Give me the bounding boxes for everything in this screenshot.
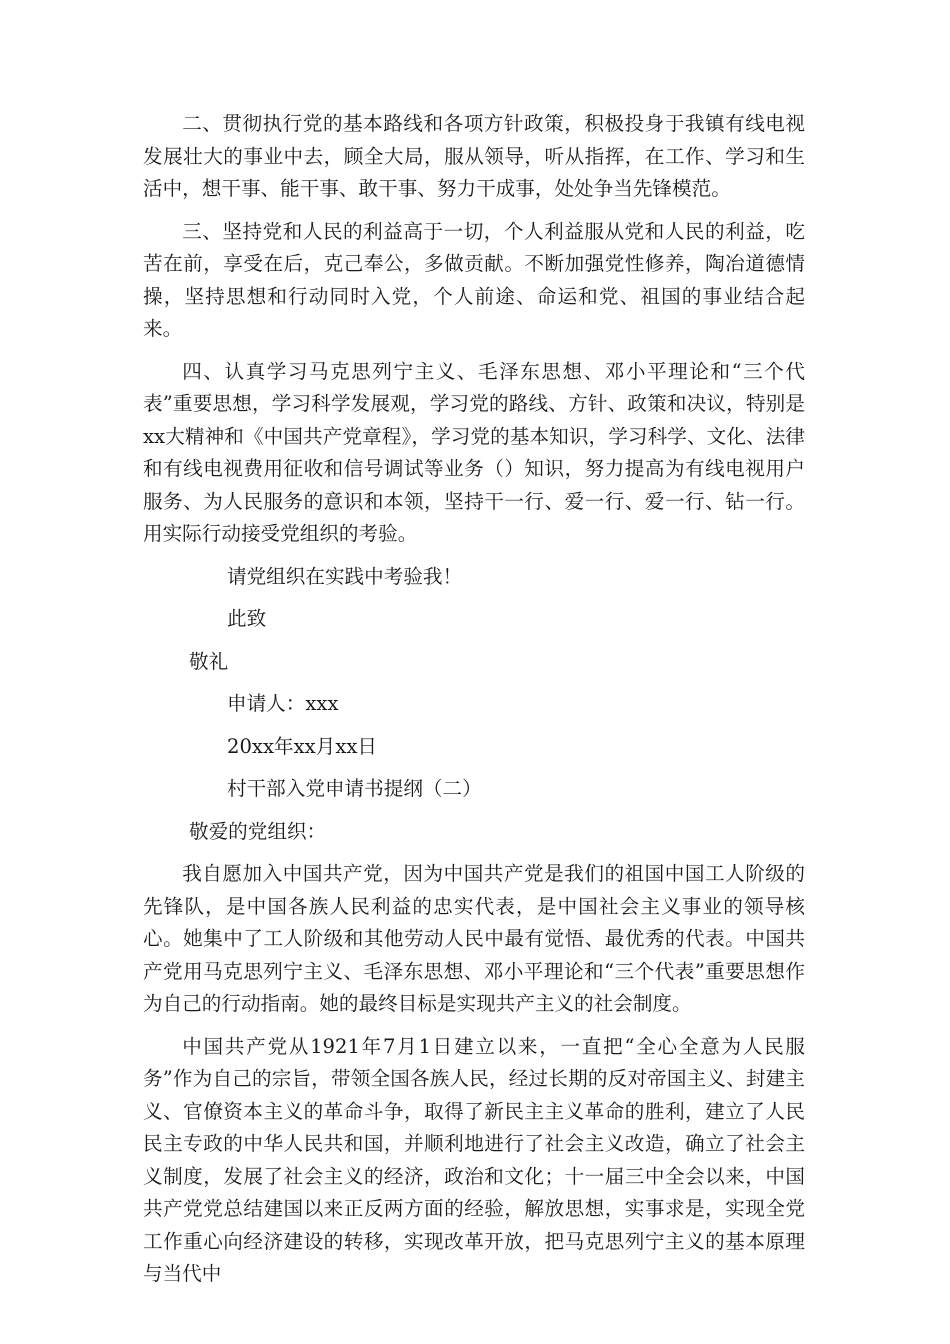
closing-request: 请党组织在实践中考验我！ [227, 564, 463, 588]
paragraph-4: 四、认真学习马克思列宁主义、毛泽东思想、邓小平理论和“三个代表”重要思想，学习科学发展观，学习党的路线、方针、政策和决议，特别是xx大精神和《中国共产党章程》，学习党的基本知识，学习科学、文化、法律和有线电视费用征收和信号调试等业务（）知识，努力提高为有线电视用户服务、为人民服务的意识和本领，坚持干一行、爱一行、爱一行、钻一行。用实际行动接受党组织的考验。 [143, 359, 805, 545]
body-paragraph-1: 我自愿加入中国共产党，因为中国共产党是我们的祖国中国工人阶级的先锋队，是中国各族人民利益的忠实代表，是中国社会主义事业的领导核心。她集中了工人阶级和其他劳动人民中最有觉悟、最优秀的代表。中国共产党用马克思列宁主义、毛泽东思想、邓小平理论和“三个代表”重要思想作为自己的行动指南。她的最终目标是实现共产主义的社会制度。 [143, 862, 805, 1015]
document-body [143, 108, 805, 1301]
salutation: 敬爱的党组织： [189, 819, 327, 843]
section-title: 村干部入党申请书提纲（二） [227, 777, 482, 800]
paragraph-2: 二、贯彻执行党的基本路线和各项方针政策，积极投身于我镇有线电视发展壮大的事业中去，顾全大局，服从领导，听从指挥，在工作、学习和生活中，想干事、能干事、敢干事、努力干成事，处处争当先锋模范。 [143, 112, 805, 200]
applicant-signature: 申请人：xxx [227, 692, 339, 715]
paragraph-3: 三、坚持党和人民的利益高于一切，个人利益服从党和人民的利益，吃苦在前，享受在后，克己奉公，多做贡献。不断加强党性修养，陶冶道德情操，坚持思想和行动同时入党，个人前途、命运和党、祖国的事业结合起来。 [143, 219, 805, 340]
closing-jingli: 敬礼 [189, 649, 229, 673]
closing-zhici: 此致 [227, 607, 267, 630]
body-paragraph-2: 中国共产党从1921年7月1日建立以来，一直把“全心全意为人民服务”作为自己的宗旨，带领全国各族人民，经过长期的反对帝国主义、封建主义、官僚资本主义的革命斗争，取得了新民主主义革命的胜利，建立了人民民主专政的中华人民共和国，并顺利地进行了社会主义改造，确立了社会主义制度，发展了社会主义的经济，政治和文化；十一届三中全会以来，中国共产党党总结建国以来正反两方面的经验，解放思想，实事求是，实现全党工作重心向经济建设的转移，实现改革开放，把马克思列宁主义的基本原理与当代中 [143, 1034, 805, 1285]
application-date: 20xx年xx月xx日 [227, 734, 378, 758]
